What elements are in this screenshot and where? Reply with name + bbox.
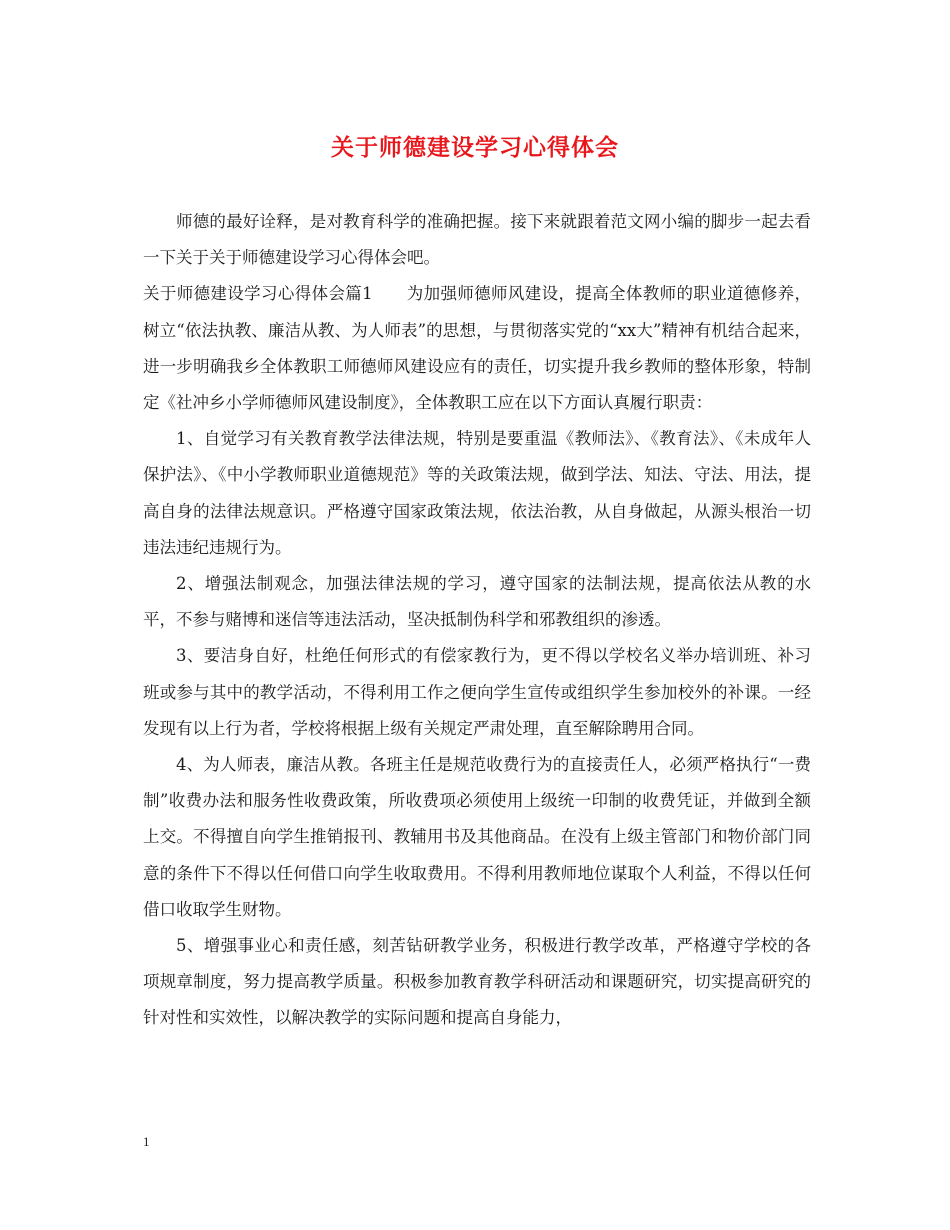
list-item: 3、要洁身自好，杜绝任何形式的有偿家教行为，更不得以学校名义举办培训班、补习班或参与其中的教学活动，不得利用工作之便向学生宣传或组织学生参加校外的补课。一经发现有以上行为者，学校将根据上级有关规定严肃处理，直至解除聘用合同。 — [143, 646, 811, 738]
page-number: 1 — [143, 1134, 150, 1149]
list-item: 4、为人师表，廉洁从教。各班主任是规范收费行为的直接责任人，必须严格执行“一费制”收费办法和服务性收费政策，所收费项必须使用上级统一印制的收费凭证，并做到全额上交。不得擅自向学生推销报刊、教辅用书及其他商品。在没有上级主管部门和物价部门同意的条件下不得以任何借口向学生收取费用。不得利用教师地位谋取个人利益，不得以任何借口收取学生财物。 — [143, 755, 811, 919]
list-item: 5、增强事业心和责任感，刻苦钻研教学业务，积极进行教学改革，严格遵守学校的各项规章制度，努力提高教学质量。积极参加教育教学科研活动和课题研究，切实提高研究的针对性和实效性，以解决教学的实际问题和提高自身能力， — [143, 936, 811, 1028]
document-body — [143, 204, 811, 1037]
intro-paragraph: 师德的最好诠释，是对教育科学的准确把握。接下来就跟着范文网小编的脚步一起去看一下关于关于师德建设学习心得体会吧。 — [143, 212, 811, 268]
list-item: 2、增强法制观念，加强法律法规的学习，遵守国家的法制法规，提高依法从教的水平，不参与赌博和迷信等违法活动，坚决抵制伪科学和邪教组织的渗透。 — [143, 574, 811, 630]
section-lead-paragraph: 关于师德建设学习心得体会篇1 为加强师德师风建设，提高全体教师的职业道德修养，树立“依法执教、廉洁从教、为人师表”的思想，与贯彻落实党的“xx大”精神有机结合起来，进一步明确我乡全体教职工师德师风建设应有的责任，切实提升我乡教师的整体形象，特制定《社冲乡小学师德师风建设制度》，全体教职工应在以下方面认真履行职责： — [143, 284, 811, 413]
list-item: 1、自觉学习有关教育教学法律法规，特别是要重温《教师法》、《教育法》、《未成年人保护法》、《中小学教师职业道德规范》等的关政策法规，做到学法、知法、守法、用法，提高自身的法律法规意识。严格遵守国家政策法规，依法治教，从自身做起，从源头根治一切违法违纪违规行为。 — [143, 429, 811, 557]
document-title: 关于师德建设学习心得体会 — [331, 134, 619, 161]
